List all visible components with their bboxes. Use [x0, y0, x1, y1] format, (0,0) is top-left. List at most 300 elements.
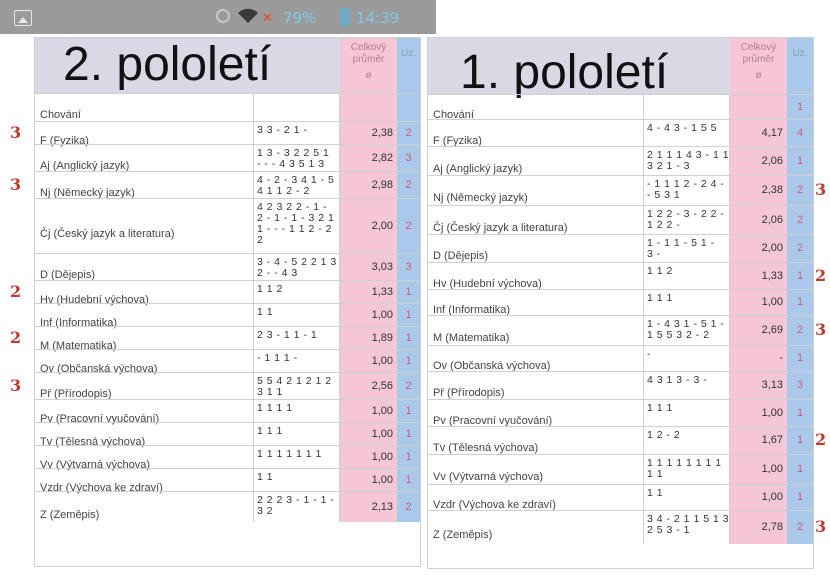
average-cell [340, 469, 397, 491]
final-grade-cell [787, 206, 813, 234]
final-grade-cell [787, 372, 813, 399]
final-grade-value: 1 [796, 100, 804, 113]
average-value: 2,06 [761, 154, 783, 167]
average-value: 2,38 [371, 126, 393, 139]
final-grade-value: 3 [796, 379, 804, 391]
final-grade-value: 1 [796, 491, 804, 503]
final-grade-cell [397, 94, 420, 121]
final-grade-value: 2 [796, 521, 804, 533]
marks-cell [644, 427, 730, 454]
final-grade-cell [787, 263, 813, 289]
subject-cell [428, 346, 644, 371]
final-grade-value: 1 [405, 404, 412, 417]
marks-cell [254, 350, 340, 372]
average-value: 4,17 [761, 126, 783, 139]
final-grade-value: 1 [796, 154, 804, 167]
final-grade-value: 2 [796, 184, 804, 196]
marks-cell [254, 254, 340, 280]
marks-list: 2 3 - 1 1 - 1 [257, 329, 318, 341]
final-grade-value: 1 [405, 450, 412, 463]
average-cell [340, 373, 397, 399]
final-grade-cell [787, 235, 813, 262]
table-row [35, 349, 420, 375]
average-cell [730, 372, 787, 399]
final-grade-cell [787, 316, 813, 345]
subject-name: Vzdr (Výchova ke zdraví) [433, 499, 556, 511]
subject-name: Aj (Anglický jazyk) [433, 162, 523, 175]
average-header-line: Celkový [350, 42, 387, 53]
subject-cell [428, 290, 644, 315]
marks-cell [254, 469, 340, 491]
marks-cell [254, 423, 340, 445]
marks-cell [644, 263, 730, 289]
average-cell [730, 290, 787, 315]
table-row [428, 315, 813, 345]
handwritten-grade: 2 [10, 281, 22, 301]
table-row [428, 262, 813, 289]
grades-table-semester-2 [34, 37, 421, 567]
table-row [35, 253, 420, 280]
table-row [428, 289, 813, 315]
marks-cell [254, 281, 340, 303]
subject-name: D (Dějepis) [433, 250, 489, 262]
subject-cell [35, 94, 254, 121]
table-header [428, 38, 813, 99]
subject-cell [35, 172, 254, 198]
subject-cell [35, 145, 254, 171]
average-cell [340, 122, 397, 144]
marks-cell [254, 446, 340, 468]
average-cell [730, 206, 787, 234]
average-cell [340, 350, 397, 372]
subject-name: Př (Přírodopis) [433, 387, 505, 399]
subject-name: Čj (Český jazyk a literatura) [433, 221, 568, 234]
marks-list: 4 - 2 - 3 4 1 - 5 4 1 1 2 - 2 [257, 174, 335, 197]
average-cell [730, 316, 787, 345]
subject-name: F (Fyzika) [433, 134, 482, 147]
marks-list: - 1 1 1 - [257, 352, 298, 364]
final-grade-value: 1 [796, 269, 804, 282]
subject-cell [428, 372, 644, 399]
subject-name: Čj (Český jazyk a literatura) [40, 227, 175, 240]
average-header-line: průměr [742, 54, 775, 65]
marks-list: 1 1 1 [257, 425, 283, 437]
average-cell [730, 455, 787, 484]
handwritten-grade: 3 [10, 375, 22, 395]
subject-cell [428, 120, 644, 146]
clock: 14:39 [356, 9, 400, 27]
table-row [35, 326, 420, 352]
average-cell [730, 235, 787, 262]
average-cell [730, 120, 787, 146]
marks-cell [644, 485, 730, 510]
average-cell [340, 304, 397, 326]
final-grade-cell [397, 423, 420, 445]
marks-list: 1 1 [257, 471, 274, 483]
marks-cell [644, 511, 730, 544]
no-signal-icon: ✕ [262, 11, 273, 26]
final-grade-value: 1 [405, 354, 412, 367]
marks-list: 4 - 4 3 - 1 5 5 [647, 122, 717, 134]
marks-cell [644, 400, 730, 426]
marks-cell [254, 199, 340, 253]
final-grade-cell [397, 281, 420, 303]
final-grade-column-header: Uz. [787, 38, 813, 94]
table-row [428, 94, 813, 119]
table-row [428, 371, 813, 399]
final-grade-cell [397, 122, 420, 144]
subject-cell [35, 304, 254, 329]
average-cell [730, 147, 787, 175]
screen-rotation-icon [216, 9, 230, 23]
average-value: 2,06 [761, 213, 783, 226]
final-grade-value: 2 [405, 126, 412, 139]
final-grade-cell [787, 346, 813, 371]
final-grade-value: 1 [405, 308, 412, 321]
marks-cell [644, 147, 730, 175]
average-header-line: průměr [352, 54, 385, 65]
marks-list: 2 2 2 3 - 1 - 1 - 3 2 [257, 494, 335, 517]
average-value: 1,00 [761, 491, 783, 503]
table-row [428, 510, 813, 544]
subject-cell [35, 350, 254, 375]
marks-list: 1 1 2 [257, 283, 283, 295]
subject-cell [428, 400, 644, 426]
subject-name: Př (Přírodopis) [40, 387, 112, 400]
average-value: 1,00 [371, 450, 393, 463]
subject-cell [428, 427, 644, 454]
subject-name: Z (Zeměpis) [433, 529, 493, 541]
marks-list: 1 - 1 1 - 5 1 - 3 - [647, 237, 715, 260]
final-grade-value: 2 [405, 219, 412, 232]
average-cell [730, 176, 787, 205]
marks-list: 1 2 2 - 3 - 2 2 - 1 2 2 - [647, 208, 725, 231]
table-row [35, 468, 420, 494]
average-value: 1,67 [761, 434, 783, 446]
average-cell [340, 199, 397, 253]
final-grade-value: 4 [796, 126, 804, 139]
marks-cell [254, 373, 340, 399]
subject-name: Pv (Pracovní vyučování) [433, 414, 553, 427]
average-value: 1,00 [371, 473, 393, 486]
marks-list: 1 1 1 1 1 1 1 1 1 1 [647, 457, 722, 480]
average-value: 2,69 [761, 324, 783, 336]
subject-cell [35, 122, 254, 147]
final-grade-value: 1 [796, 463, 804, 475]
handwritten-grade: 3 [10, 122, 22, 142]
marks-list: 5 5 4 2 1 2 1 2 3 1 1 [257, 375, 332, 398]
table-row [35, 121, 420, 147]
subject-name: Nj (Německý jazyk) [40, 186, 135, 199]
marks-cell [254, 172, 340, 198]
subject-name: Vzdr (Výchova ke zdraví) [40, 481, 163, 494]
marks-list: 4 2 3 2 2 - 1 - 2 - 1 - 1 - 3 2 1 1 - - - 1 1 2 - 2 2 [257, 201, 335, 246]
table-row [428, 119, 813, 146]
subject-name: Aj (Anglický jazyk) [40, 159, 130, 172]
final-grade-cell [397, 469, 420, 491]
final-grade-cell [787, 290, 813, 315]
final-grade-cell [787, 455, 813, 484]
average-header-line: ø [755, 70, 762, 81]
subject-name: Tv (Tělesná výchova) [40, 435, 146, 448]
marks-list: 1 1 1 1 1 1 1 [257, 448, 322, 460]
average-cell [730, 511, 787, 544]
final-grade-value: 2 [796, 213, 804, 226]
subject-cell [35, 469, 254, 494]
marks-cell [644, 290, 730, 315]
subject-name: Tv (Tělesná výchova) [433, 442, 539, 454]
average-cell [730, 346, 787, 371]
marks-list: - 1 1 1 2 - 2 4 - - 5 3 1 [647, 178, 725, 201]
final-grade-value: 1 [796, 434, 804, 446]
final-grade-cell [787, 511, 813, 544]
subject-cell [428, 455, 644, 484]
subject-cell [35, 492, 254, 522]
average-cell [340, 492, 397, 522]
average-header-line: Celkový [740, 42, 777, 53]
table-row [428, 146, 813, 175]
table-row [428, 399, 813, 426]
final-grade-value: 1 [796, 296, 804, 308]
subject-cell [35, 400, 254, 425]
final-grade-cell [397, 327, 420, 349]
final-grade-cell [397, 492, 420, 522]
average-value: 2,13 [371, 500, 393, 513]
table-row [428, 454, 813, 484]
battery-icon [340, 8, 350, 26]
marks-list: 1 1 2 [647, 265, 673, 277]
subject-name: Hv (Hudební výchova) [433, 277, 542, 290]
subject-cell [428, 206, 644, 234]
average-value: 1,00 [761, 296, 783, 308]
average-value: 1,00 [371, 308, 393, 321]
final-grade-value: 1 [796, 352, 804, 364]
battery-percent: 79% [283, 9, 317, 27]
marks-cell [644, 206, 730, 234]
subject-name: F (Fyzika) [40, 134, 89, 147]
marks-cell [254, 122, 340, 144]
marks-list: 1 1 1 1 [257, 402, 293, 414]
average-value: 3,13 [761, 379, 783, 391]
subject-name: M (Matematika) [433, 332, 510, 344]
table-row [35, 198, 420, 253]
final-grade-value: 2 [796, 242, 804, 254]
subject-name: Ov (Občanská výchova) [433, 360, 551, 372]
final-grade-value: 3 [405, 151, 412, 164]
average-value: 2,00 [371, 219, 393, 232]
average-cell [340, 172, 397, 198]
final-grade-cell [397, 304, 420, 326]
final-grade-value: 3 [405, 260, 412, 273]
average-column-header [730, 38, 787, 94]
marks-list: 1 2 - 2 [647, 429, 681, 441]
average-cell [340, 446, 397, 468]
status-bar [0, 0, 436, 34]
subject-cell [428, 316, 644, 345]
handwritten-grade: 3 [815, 320, 827, 339]
average-cell [340, 281, 397, 303]
wifi-icon [236, 7, 260, 25]
marks-cell [254, 400, 340, 422]
handwritten-grade: 3 [10, 174, 22, 194]
subject-cell [35, 281, 254, 306]
subject-cell [428, 485, 644, 510]
subject-name: Inf (Informatika) [40, 316, 118, 329]
average-value: 1,00 [371, 427, 393, 440]
marks-list: 4 3 1 3 - 3 - [647, 374, 708, 386]
table-row [35, 445, 420, 471]
average-value: 2,56 [371, 379, 393, 392]
final-grade-value: 1 [796, 406, 804, 419]
marks-list: - [647, 348, 651, 360]
subject-cell [428, 511, 644, 544]
subject-name: Vv (Výtvarná výchova) [40, 458, 151, 471]
average-cell [340, 145, 397, 171]
average-value: 2,82 [371, 151, 393, 164]
image-icon [14, 10, 32, 26]
table-row [35, 303, 420, 329]
marks-cell [254, 492, 340, 522]
table-row [428, 234, 813, 262]
final-grade-cell [787, 95, 813, 119]
average-value: 3,03 [371, 260, 393, 273]
final-grade-cell [787, 120, 813, 146]
average-column-header [340, 38, 397, 93]
final-grade-value: 1 [405, 331, 412, 344]
final-grade-cell [787, 400, 813, 426]
subject-name: D (Dějepis) [40, 268, 96, 281]
subject-cell [35, 327, 254, 352]
table-row [35, 372, 420, 399]
subject-name: Vv (Výtvarná výchova) [433, 471, 544, 483]
final-grade-cell [397, 254, 420, 280]
final-grade-value: 2 [405, 379, 412, 392]
subject-cell [428, 147, 644, 175]
final-grade-cell [787, 485, 813, 510]
marks-cell [644, 372, 730, 399]
marks-cell [644, 346, 730, 371]
average-value: 2,78 [761, 521, 783, 533]
table-row [428, 175, 813, 205]
subject-name: Nj (Německý jazyk) [433, 192, 528, 204]
table-row [35, 399, 420, 425]
final-grade-column-header: Uz. [397, 38, 420, 93]
average-value: 1,89 [371, 331, 393, 344]
semester-title: 1. pololetí [460, 46, 669, 99]
average-cell [730, 400, 787, 426]
table-row [428, 205, 813, 234]
final-grade-cell [787, 427, 813, 454]
average-cell [340, 254, 397, 280]
final-grade-cell [397, 350, 420, 372]
handwritten-grade: 2 [815, 430, 827, 449]
table-row [428, 484, 813, 510]
handwritten-grade: 2 [10, 327, 22, 347]
final-grade-value: 2 [405, 178, 412, 191]
handwritten-grade: 3 [815, 517, 827, 536]
final-grade-cell [397, 145, 420, 171]
average-value: 1,00 [761, 406, 783, 419]
table-row [35, 280, 420, 306]
subject-cell [428, 95, 644, 119]
marks-cell [644, 316, 730, 345]
subject-cell [35, 446, 254, 471]
subject-name: Chování [40, 109, 81, 121]
final-grade-cell [787, 176, 813, 205]
marks-cell [644, 235, 730, 262]
subject-name: Pv (Pracovní vyučování) [40, 412, 160, 425]
marks-cell [644, 120, 730, 146]
final-grade-value: 1 [405, 473, 412, 486]
subject-cell [428, 263, 644, 289]
average-value: 2,38 [761, 184, 783, 196]
table-row [35, 171, 420, 198]
marks-list: 1 1 1 [647, 402, 673, 414]
average-value: 1,00 [371, 354, 393, 367]
average-value: 2,00 [761, 242, 783, 254]
semester-title: 2. pololetí [63, 38, 272, 91]
table-header [35, 38, 420, 93]
final-grade-value: 2 [796, 324, 804, 336]
average-cell [340, 327, 397, 349]
average-value: 1,33 [761, 269, 783, 282]
subject-cell [428, 235, 644, 262]
marks-cell [254, 94, 340, 121]
final-grade-cell [397, 172, 420, 198]
marks-cell [644, 176, 730, 205]
final-grade-value: 1 [405, 427, 412, 440]
average-cell [730, 427, 787, 454]
average-value: - [779, 352, 783, 364]
grades-table-semester-1 [427, 37, 814, 569]
subject-name: Hv (Hudební výchova) [40, 293, 149, 306]
table-row [35, 491, 420, 522]
average-header-line: ø [365, 70, 372, 81]
marks-cell [254, 304, 340, 326]
table-row [428, 345, 813, 371]
handwritten-grade: 3 [815, 180, 827, 199]
final-grade-cell [397, 446, 420, 468]
average-value: 1,00 [371, 404, 393, 417]
average-value: 1,00 [761, 463, 783, 475]
average-cell [340, 400, 397, 422]
average-value: 2,98 [371, 178, 393, 191]
marks-cell [644, 95, 730, 119]
average-cell [730, 263, 787, 289]
table-row [35, 93, 420, 121]
subject-name: Z (Zeměpis) [40, 508, 100, 521]
marks-list: 1 1 1 [647, 292, 673, 304]
table-row [35, 422, 420, 448]
marks-list: 3 3 - 2 1 - [257, 124, 308, 136]
handwritten-grade: 2 [815, 265, 827, 285]
subject-cell [35, 373, 254, 399]
average-cell [730, 485, 787, 510]
marks-list: 1 1 [257, 306, 274, 318]
marks-list: 3 - 4 - 5 2 2 1 3 2 - - 4 3 [257, 256, 337, 279]
table-row [428, 426, 813, 454]
marks-list: 1 - 4 3 1 - 5 1 - 1 5 5 3 2 - 2 [647, 318, 725, 341]
subject-name: Ov (Občanská výchova) [40, 362, 158, 375]
average-cell [340, 423, 397, 445]
final-grade-cell [397, 373, 420, 399]
subject-cell [428, 176, 644, 205]
final-grade-cell [397, 400, 420, 422]
final-grade-value: 2 [405, 500, 412, 513]
marks-cell [254, 327, 340, 349]
marks-cell [644, 455, 730, 484]
average-cell [340, 94, 397, 121]
